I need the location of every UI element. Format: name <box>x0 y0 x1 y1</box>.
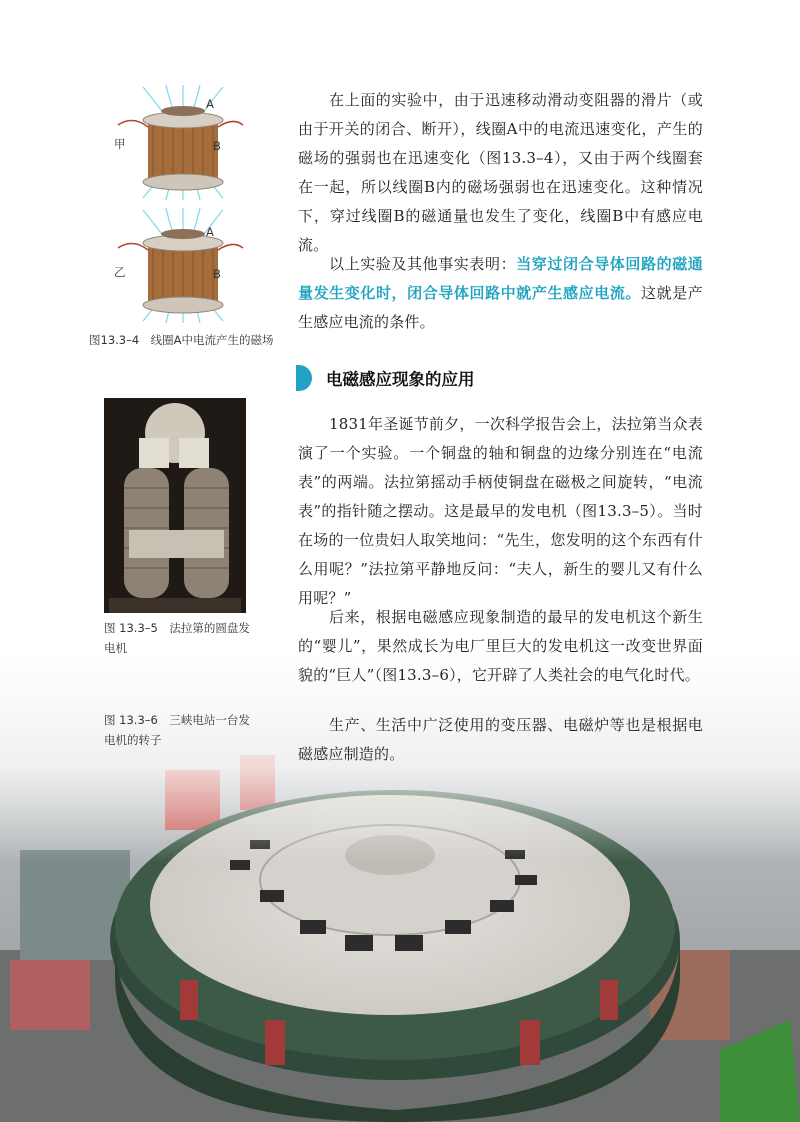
label-a-top: A <box>206 97 214 111</box>
paragraph-1: 在上面的实验中，由于迅速移动滑动变阻器的滑片（或由于开关的闭合、断开），线圈A中的电流迅速变化，产生的磁场的强弱也在迅速变化（图13.3–4），又由于两个线圈套在一起，所以线圈B内的磁场强弱也在迅速变化。这种情况下，穿过线圈B的磁通量也发生了变化，线圈B中有感应电流。 <box>298 91 703 254</box>
paragraph-3: 1831年圣诞节前夕，一次科学报告会上，法拉第当众表演了一个实验。一个铜盘的轴和铜盘的边缘分别连在“电流表”的两端。法拉第摇动手柄使铜盘在磁极之间旋转，“电流表”的指针随之摆动。这是最早的发电机（图13.3–5）。当时在场的一位贵妇人取笑地问：“先生，您发明的这个东西有什么用呢？”法拉第平静地反问：“夫人，新生的婴儿又有什么用呢？” <box>298 415 703 607</box>
section-marker <box>296 365 312 391</box>
coil-figure-top <box>108 85 258 200</box>
label-yi: 乙 <box>114 265 126 279</box>
caption-fig-13-3-5 <box>104 618 250 658</box>
faraday-disc-generator-photo <box>104 398 246 613</box>
caption-fig-13-3-5-line2: 电机 <box>104 641 127 655</box>
paragraph-2-highlight: 当穿过闭合导体回路的磁通量发生变化时，闭合导体回路中就产生感应电流。 <box>298 255 703 302</box>
label-b-top: B <box>213 139 221 153</box>
label-a-bottom: A <box>206 225 214 239</box>
caption-fig-13-3-5-line1: 图 13.3–5 法拉第的圆盘发 <box>104 621 250 635</box>
caption-fig-13-3-4: 图13.3–4 线圈A中电流产生的磁场 <box>89 333 274 347</box>
caption-fig-13-3-6 <box>104 710 250 750</box>
label-jia: 甲 <box>114 137 126 151</box>
label-b-bottom: B <box>213 267 221 281</box>
section-title: 电磁感应现象的应用 <box>326 370 475 389</box>
caption-fig-13-3-6-line1: 图 13.3–6 三峡电站一台发 <box>104 713 250 727</box>
paragraph-4: 后来，根据电磁感应现象制造的最早的发电机这个新生的“婴儿”，果然成长为电厂里巨大的发电机这一改变世界面貌的“巨人”（图13.3–6），它开辟了人类社会的电气化时代。 <box>298 608 703 684</box>
paragraph-2-intro: 以上实验及其他事实表明： <box>329 255 517 273</box>
caption-fig-13-3-6-line2: 电机的转子 <box>104 733 162 747</box>
paragraph-2-conclusion: 这就是产生感应电流的条件。 <box>298 284 703 331</box>
paragraph-5: 生产、生活中广泛使用的变压器、电磁炉等也是根据电磁感应制造的。 <box>298 716 703 763</box>
paragraph-2 <box>298 250 703 337</box>
section-heading <box>296 364 475 392</box>
coil-figure-bottom <box>108 208 258 323</box>
